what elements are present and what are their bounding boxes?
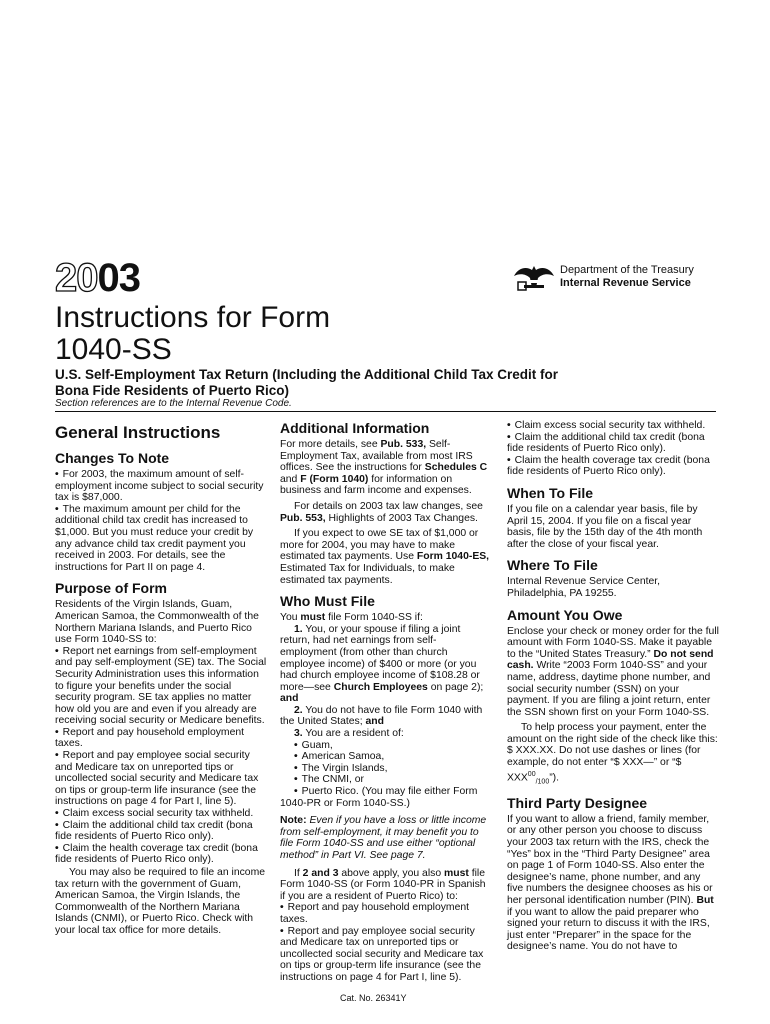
list-item: • Report and pay household employment taxes. (280, 902, 492, 925)
who-must-file-intro: You must file Form 1040-SS if: (280, 612, 423, 624)
list-item: • Claim excess social security tax withheld. (55, 808, 267, 820)
third-party-designee-text: If you want to allow a friend, family member, or any other person you choose to discuss your 2003 tax return with the IRS, check the “Yes” box in the “Third Party Designee” area on page 1 of Form 1040-SS. Also enter the designee’s name, phone number, and any five numbers the designee chooses as his or her personal identification number (PIN). But if you want to allow the paid preparer who signed your return to discuss it with the IRS, just enter “Preparer” in the space for the designee’s name. You do not have to (507, 813, 714, 953)
list-item: • Guam, (280, 740, 492, 752)
list-item: • Claim the additional child tax credit (bona fide residents of Puerto Rico only). (507, 432, 719, 455)
list-item: • The Virgin Islands, (280, 763, 492, 775)
list-item: • Puerto Rico. (You may file either Form 1040-PR or Form 1040-SS.) (280, 786, 492, 809)
purpose-intro: Residents of the Virgin Islands, Guam, American Samoa, the Commonwealth of the Northern Mariana Islands, and Puerto Rico use Form 1040-SS to: (55, 599, 259, 646)
list-item: • For 2003, the maximum amount of self-employment income subject to social security tax is $87,000. (55, 469, 267, 504)
when-to-file-text: If you file on a calendar year basis, file by April 15, 2004. If you file on a fiscal year basis, file by the 15th day of the 4th month after the close of your fiscal year. (507, 503, 703, 550)
list-item: 1. You, or your spouse if filing a joint return, had net earnings from self-employment (from other than church employee income) of $400 or more (or you had church employee income of $108.28 or more—see Church Employees on page 2); and (280, 623, 484, 705)
page-subtitle: U.S. Self-Employment Tax Return (Including the Additional Child Tax Credit for Bona Fide Residents of Puerto Rico) (55, 367, 559, 398)
list-item: 3. You are a resident of: (294, 728, 404, 740)
list-item: • Report and pay household employment taxes. (55, 727, 267, 750)
amount-you-owe-heading: Amount You Owe (507, 606, 623, 623)
department-block (560, 264, 694, 290)
agency-name: Internal Revenue Service (560, 277, 691, 289)
additional-information-heading: Additional Information (280, 420, 430, 436)
list-item: • Claim excess social security tax withheld. (507, 420, 719, 432)
column-3 (507, 420, 719, 953)
payment-paragraph: Enclose your check or money order for the full amount with Form 1040-SS. Make it payable to the “United States Treasury.” Do not send cash. Write “2003 Form 1040-SS” and your name, address, daytime phone number, and social security number (SSN) on your payment. If you are filing a joint return, enter the SSN shown first on your Form 1040-SS. (507, 625, 719, 718)
list-item: • American Samoa, (280, 751, 492, 763)
when-to-file-heading: When To File (507, 484, 594, 501)
list-item: • Report and pay employee social security and Medicare tax on unreported tips or uncollected social security and Medicare tax on tips or group-term life insurance (see the instructions on page 4 for Part I, line 5). (280, 926, 492, 984)
general-instructions-heading: General Instructions (55, 423, 221, 442)
where-to-file-line: Philadelphia, PA 19255. (507, 587, 617, 599)
list-item: • Report and pay employee social security and Medicare tax on unreported tips or uncollected social security and Medicare tax on tips or group-term life insurance (see the instructions on page 4 for Part I, line 5). (55, 750, 267, 808)
catalog-number: Cat. No. 26341Y (340, 993, 407, 1003)
header-divider (55, 411, 716, 412)
list-item: • Claim the health coverage tax credit (bona fide residents of Puerto Rico only). (55, 843, 267, 866)
third-party-designee-heading: Third Party Designee (507, 794, 648, 811)
list-item: • Claim the additional child tax credit (bona fide residents of Puerto Rico only). (55, 820, 267, 843)
tax-law-changes-paragraph: For details on 2003 tax law changes, see Pub. 553, Highlights of 2003 Tax Changes. (280, 500, 483, 524)
who-must-file-heading: Who Must File (280, 593, 375, 610)
column-1 (55, 420, 267, 937)
payment-format-paragraph: To help process your payment, enter the amount on the right side of the check like this: $ XXX.XX. Do not use dashes or lines (for example, do not enter “$ XXX—” or “$ $XXX^{00}_{/100}$”). (507, 722, 718, 786)
list-item: • Report net earnings from self-employment and pay self-employment (SE) tax. The Social Security Administration uses this information to figure your benefits under the social security program. SE tax applies no matter how old you are and even if you already are receiving social security or Medicare benefits. (55, 646, 267, 727)
estimated-tax-paragraph: If you expect to owe SE tax of $1,000 or more for 2004, you may have to make estimated tax payments. Use Form 1040-ES, Estimated Tax for Individuals, to make estimated tax payments. (280, 528, 490, 586)
additional-info-paragraph: For more details, see Pub. 533, Self-Employment Tax, available from most IRS offices. See the instructions for Schedules C and F (Form 1040) for information on business and farm income and expenses. (280, 439, 488, 497)
list-item: • Claim the health coverage tax credit (bona fide residents of Puerto Rico only). (507, 455, 719, 478)
where-to-file-line: Internal Revenue Service Center, (507, 576, 661, 588)
purpose-heading: Purpose of Form (55, 580, 168, 597)
list-item: • The CNMI, or (280, 774, 492, 786)
note-paragraph: Note: Even if you have a loss or little income from self-employment, it may benefit you to file Form 1040-SS and use either “optional method” in Part VI. See page 7. (280, 815, 487, 861)
where-to-file-heading: Where To File (507, 557, 598, 574)
page-title: Instructions for Form 1040-SS (55, 301, 331, 366)
also-must-file-paragraph: If 2 and 3 above apply, you also must file Form 1040-SS (or Form 1040-PR in Spanish if you are a resident of Puerto Rico) to: (280, 867, 486, 902)
column-2 (280, 420, 492, 984)
changes-heading: Changes To Note (55, 450, 170, 466)
also-required-paragraph: You may also be required to file an income tax return with the government of Guam, American Samoa, the Virgin Islands, the Commonwealth of the Northern Mariana Islands (CNMI), or Puerto Rico. Check with your local tax office for more details. (55, 867, 266, 936)
irs-eagle-logo-icon (512, 262, 556, 292)
section-reference-note: Section references are to the Internal Revenue Code. (55, 398, 292, 409)
list-item: • The maximum amount per child for the additional child tax credit has increased to $1,000. But you must reduce your credit by any advance child tax credit payment you received in 2003. For details, see the instructions for Part II on page 4. (55, 504, 267, 574)
list-item: 2. You do not have to file Form 1040 with the United States; and (280, 704, 483, 728)
department-name: Department of the Treasury (560, 264, 694, 276)
form-year: 2003 (55, 256, 140, 300)
